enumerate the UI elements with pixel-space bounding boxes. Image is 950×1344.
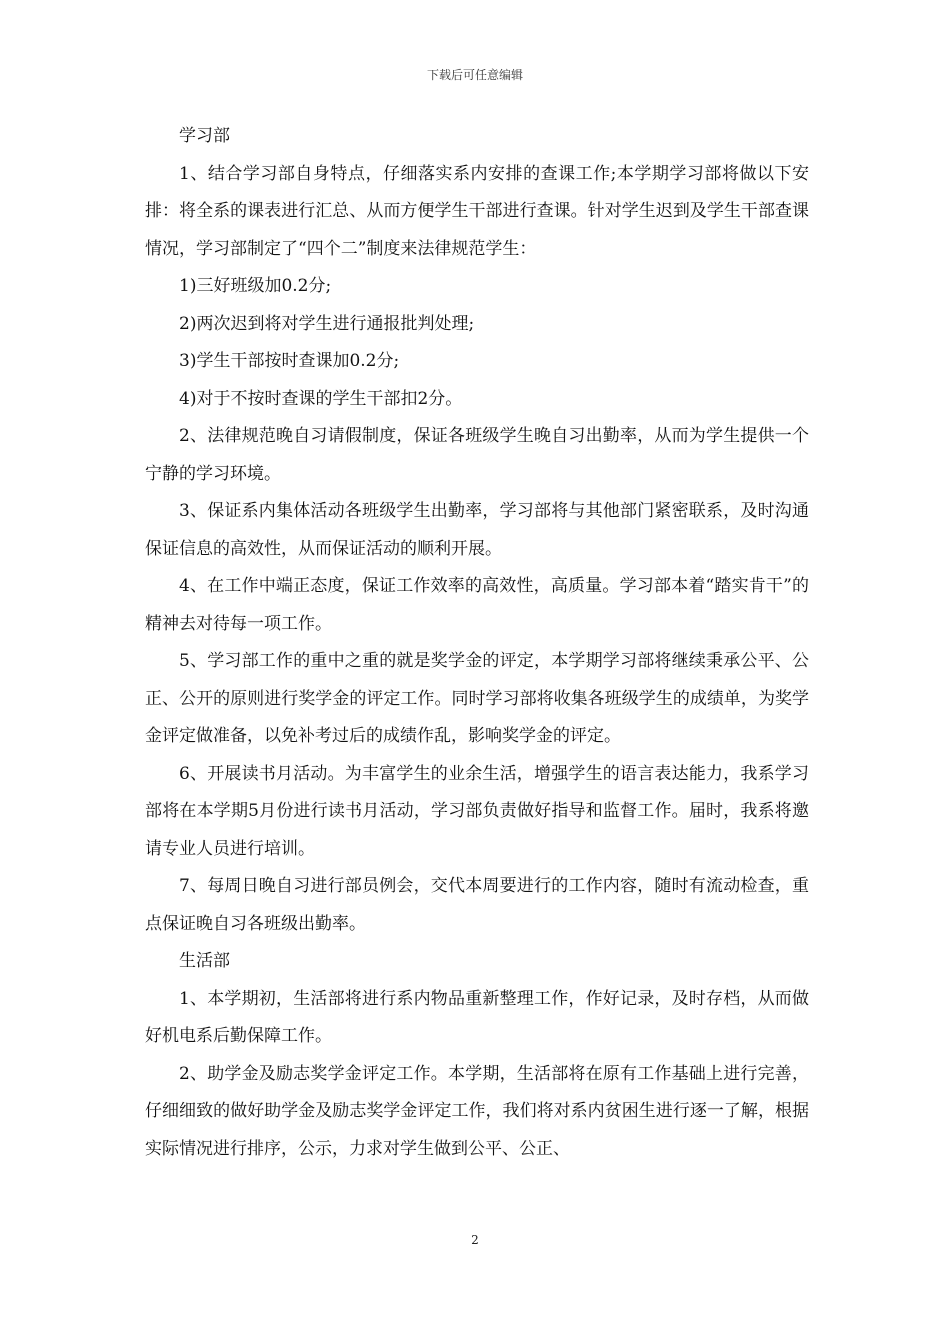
paragraph: 3、保证系内集体活动各班级学生出勤率，学习部将与其他部门紧密联系，及时沟通保证信息的高效性，从而保证活动的顺利开展。 xyxy=(145,501,809,559)
paragraph: 6、开展读书月活动。为丰富学生的业余生活，增强学生的语言表达能力，我系学习部将在本学期5月份进行读书月活动，学习部负责做好指导和监督工作。届时，我系将邀请专业人员进行培训。 xyxy=(145,763,809,859)
document-body xyxy=(145,118,809,1168)
page-number: 2 xyxy=(471,1233,479,1247)
list-item: 3)学生干部按时查课加0.2分; xyxy=(179,351,400,371)
paragraph: 4、在工作中端正态度，保证工作效率的高效性，高质量。学习部本着“踏实肯干”的精神去对待每一项工作。 xyxy=(145,576,809,634)
section-heading-study: 学习部 xyxy=(179,126,230,146)
paragraph: 2、法律规范晚自习请假制度，保证各班级学生晚自习出勤率，从而为学生提供一个宁静的学习环境。 xyxy=(145,426,809,484)
paragraph: 2、助学金及励志奖学金评定工作。本学期，生活部将在原有工作基础上进行完善，仔细细致的做好助学金及励志奖学金评定工作，我们将对系内贫困生进行逐一了解，根据实际情况进行排序，公示，力求对学生做到公平、公正、 xyxy=(145,1063,809,1159)
list-item: 1)三好班级加0.2分; xyxy=(179,276,332,296)
paragraph: 7、每周日晚自习进行部员例会，交代本周要进行的工作内容，随时有流动检查，重点保证晚自习各班级出勤率。 xyxy=(145,876,809,934)
paragraph: 1、结合学习部自身特点，仔细落实系内安排的查课工作;本学期学习部将做以下安排：将全系的课表进行汇总、从而方便学生干部进行查课。针对学生迟到及学生干部查课情况，学习部制定了“四个二”制度来法律规范学生： xyxy=(145,163,809,259)
paragraph: 1、本学期初，生活部将进行系内物品重新整理工作，作好记录，及时存档，从而做好机电系后勤保障工作。 xyxy=(145,988,809,1046)
page-header: 下载后可任意编辑 xyxy=(426,68,523,82)
list-item: 4)对于不按时查课的学生干部扣2分。 xyxy=(179,388,463,409)
section-heading-life: 生活部 xyxy=(179,951,230,971)
list-item: 2)两次迟到将对学生进行通报批判处理; xyxy=(179,313,475,334)
paragraph: 5、学习部工作的重中之重的就是奖学金的评定，本学期学习部将继续秉承公平、公正、公开的原则进行奖学金的评定工作。同时学习部将收集各班级学生的成绩单，为奖学金评定做准备，以免补考过后的成绩作乱，影响奖学金的评定。 xyxy=(145,651,809,746)
